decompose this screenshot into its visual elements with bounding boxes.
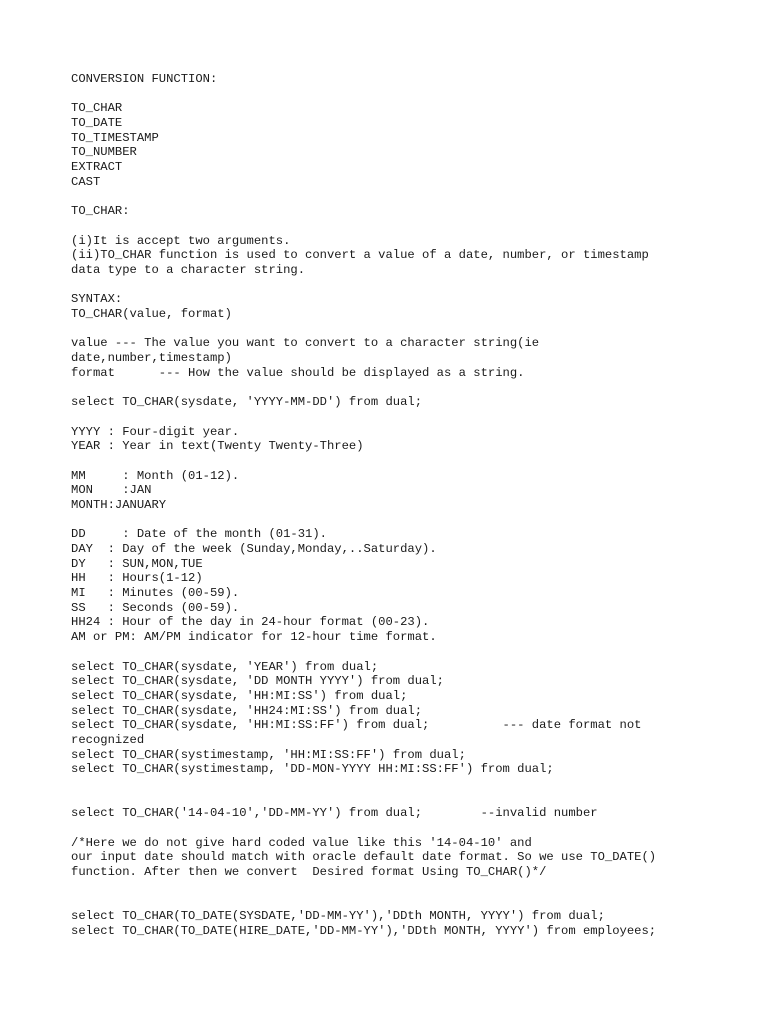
doc-line: select TO_CHAR(TO_DATE(SYSDATE,'DD-MM-YY'),'DDth MONTH, YYYY') from dual; xyxy=(71,909,605,924)
doc-line xyxy=(71,380,751,395)
doc-line xyxy=(71,895,751,910)
doc-line: select TO_CHAR(sysdate, 'HH:MI:SS:FF') from dual; --- date format not xyxy=(71,718,642,733)
doc-line: select TO_CHAR(sysdate, 'DD MONTH YYYY') from dual; xyxy=(71,674,444,689)
document-page xyxy=(71,72,751,939)
doc-line xyxy=(71,278,751,293)
doc-line xyxy=(71,190,751,205)
doc-line xyxy=(71,880,751,895)
doc-line xyxy=(71,87,751,102)
doc-line: DY : SUN,MON,TUE xyxy=(71,556,203,571)
doc-line: MONTH:JANUARY xyxy=(71,497,167,512)
doc-line: TO_CHAR xyxy=(71,101,123,116)
doc-line: HH24 : Hour of the day in 24-hour format (00-23). xyxy=(71,615,430,630)
doc-line: format --- How the value should be displayed as a string. xyxy=(71,365,525,380)
doc-line: TO_CHAR(value, format) xyxy=(71,307,232,321)
doc-line: YYYY : Four-digit year. xyxy=(71,424,240,439)
doc-line: select TO_CHAR(sysdate, 'YYYY-MM-DD') from dual; xyxy=(71,395,423,410)
doc-line: TO_DATE xyxy=(71,116,123,131)
doc-line: TO_TIMESTAMP xyxy=(71,130,159,145)
doc-line: TO_NUMBER xyxy=(71,145,137,160)
doc-line: date,number,timestamp) xyxy=(71,351,232,366)
doc-line: DD : Date of the month (01-31). xyxy=(71,527,327,542)
doc-line: MM : Month (01-12). xyxy=(71,468,240,483)
doc-line: value --- The value you want to convert to a character string(ie xyxy=(71,336,540,351)
doc-line xyxy=(71,792,751,807)
doc-line: DAY : Day of the week (Sunday,Monday,..Saturday). xyxy=(71,542,437,556)
doc-line: select TO_CHAR(sysdate, 'HH24:MI:SS') from dual; xyxy=(71,703,423,718)
doc-line: (ii)TO_CHAR function is used to convert a value of a date, number, or timestamp xyxy=(71,248,649,263)
doc-line: TO_CHAR: xyxy=(71,204,130,219)
doc-line xyxy=(71,410,751,425)
doc-line: HH : Hours(1-12) xyxy=(71,571,203,586)
doc-line xyxy=(71,219,751,234)
doc-line: (i)It is accept two arguments. xyxy=(71,233,291,248)
doc-line xyxy=(71,454,751,469)
doc-line xyxy=(71,821,751,836)
doc-line xyxy=(71,322,751,337)
doc-line: select TO_CHAR('14-04-10','DD-MM-YY') from dual; --invalid number xyxy=(71,806,598,821)
doc-line: data type to a character string. xyxy=(71,262,306,277)
doc-line: AM or PM: AM/PM indicator for 12-hour time format. xyxy=(71,630,437,645)
doc-line xyxy=(71,777,751,792)
doc-line: function. After then we convert Desired format Using TO_CHAR()*/ xyxy=(71,865,547,880)
doc-line: recognized xyxy=(71,732,145,747)
doc-line: select TO_CHAR(sysdate, 'HH:MI:SS') from dual; xyxy=(71,688,408,703)
doc-line: our input date should match with oracle default date format. So we use TO_DATE() xyxy=(71,850,657,865)
doc-line: SYNTAX: xyxy=(71,292,123,307)
doc-line: YEAR : Year in text(Twenty Twenty-Three) xyxy=(71,439,364,454)
doc-line: CONVERSION FUNCTION: xyxy=(71,72,218,86)
doc-line: select TO_CHAR(TO_DATE(HIRE_DATE,'DD-MM-YY'),'DDth MONTH, YYYY') from employees; xyxy=(71,923,657,938)
doc-line: MON :JAN xyxy=(71,483,152,498)
doc-line xyxy=(71,645,751,660)
doc-line xyxy=(71,513,751,528)
doc-line: /*Here we do not give hard coded value like this '14-04-10' and xyxy=(71,835,532,850)
doc-line: CAST xyxy=(71,174,101,189)
doc-line: select TO_CHAR(systimestamp, 'DD-MON-YYYY HH:MI:SS:FF') from dual; xyxy=(71,762,554,777)
doc-line: SS : Seconds (00-59). xyxy=(71,600,240,615)
doc-line: MI : Minutes (00-59). xyxy=(71,586,240,601)
doc-line: select TO_CHAR(systimestamp, 'HH:MI:SS:FF') from dual; xyxy=(71,747,466,762)
doc-line: EXTRACT xyxy=(71,160,123,175)
doc-line: select TO_CHAR(sysdate, 'YEAR') from dual; xyxy=(71,659,379,674)
